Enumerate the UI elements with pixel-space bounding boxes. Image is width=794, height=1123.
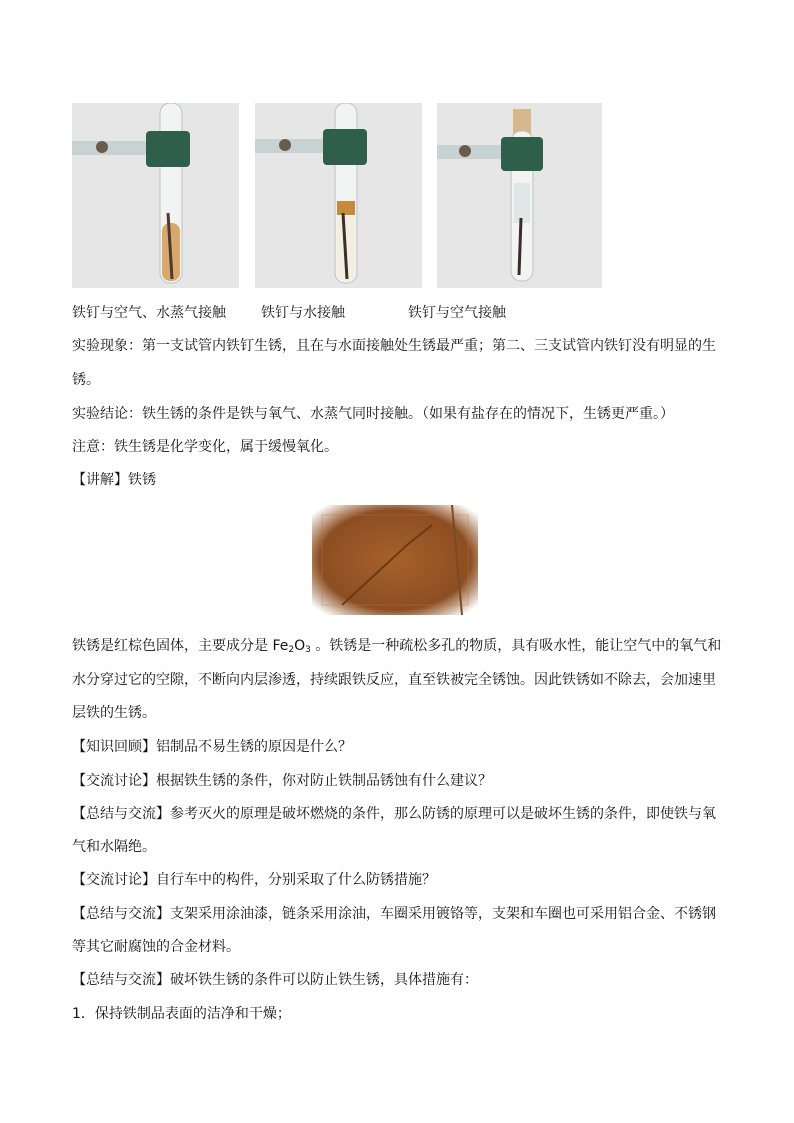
measure-1: 1．保持铁制品表面的洁净和干燥； — [72, 1006, 291, 1022]
rust-paragraph-line1: 铁锈是红棕色固体，主要成分是 $Fe_2O_3$ 。铁锈是一种疏松多孔的物质，具有吸水性，能让空气中的氧气和 — [72, 638, 722, 655]
test-tube-air-water-image — [72, 103, 239, 288]
summary-2-line1: 【总结与交流】支架采用涂油漆，链条采用涂油，车圈采用镀铬等，支架和车圈也可采用铝合金、不锈钢 — [72, 906, 716, 922]
summary-2-line2: 等其它耐腐蚀的合金材料。 — [72, 939, 240, 955]
rust-texture-image — [312, 505, 478, 615]
caption-air: 铁钉与空气接触 — [408, 305, 506, 321]
caption-air-water: 铁钉与空气、水蒸气接触 — [72, 305, 226, 321]
experiment-conclusion: 实验结论：铁生锈的条件是铁与氧气、水蒸气同时接触。（如果有盐存在的情况下，生锈更严重。） — [72, 406, 674, 422]
test-tube-photo-water — [255, 103, 422, 288]
experiment-phenomenon-line2: 锈。 — [72, 372, 100, 388]
experiment-phenomenon-line1: 实验现象：第一支试管内铁钉生锈，且在与水面接触处生锈最严重；第二、三支试管内铁钉没有明显的生 — [72, 338, 716, 354]
test-tube-water-image — [255, 103, 422, 288]
rust-photo — [312, 505, 478, 615]
knowledge-review: 【知识回顾】铝制品不易生锈的原因是什么？ — [72, 739, 352, 755]
rust-paragraph-line2: 水分穿过它的空隙，不断向内层渗透，持续跟铁反应，直至铁被完全锈蚀。因此铁锈如不除去，会加速里 — [72, 672, 716, 688]
rust-paragraph-line3: 层铁的生锈。 — [72, 705, 156, 721]
summary-1-line1: 【总结与交流】参考灭火的原理是破坏燃烧的条件，那么防锈的原理可以是破坏生锈的条件，即使铁与氧 — [72, 806, 716, 822]
test-tube-air-image — [437, 103, 602, 288]
note: 注意：铁生锈是化学变化，属于缓慢氧化。 — [72, 439, 338, 455]
explain-heading: 【讲解】铁锈 — [72, 472, 156, 488]
test-tube-photo-air — [437, 103, 602, 288]
summary-1-line2: 气和水隔绝。 — [72, 839, 156, 855]
caption-water: 铁钉与水接触 — [261, 305, 345, 321]
discussion-2: 【交流讨论】自行车中的构件，分别采取了什么防锈措施？ — [72, 872, 436, 888]
figure-captions — [72, 302, 722, 324]
test-tube-photo-air-water — [72, 103, 239, 288]
discussion-1: 【交流讨论】根据铁生锈的条件，你对防止铁制品锈蚀有什么建议？ — [72, 773, 492, 789]
summary-3: 【总结与交流】破坏铁生锈的条件可以防止铁生锈，具体措施有： — [72, 972, 478, 988]
